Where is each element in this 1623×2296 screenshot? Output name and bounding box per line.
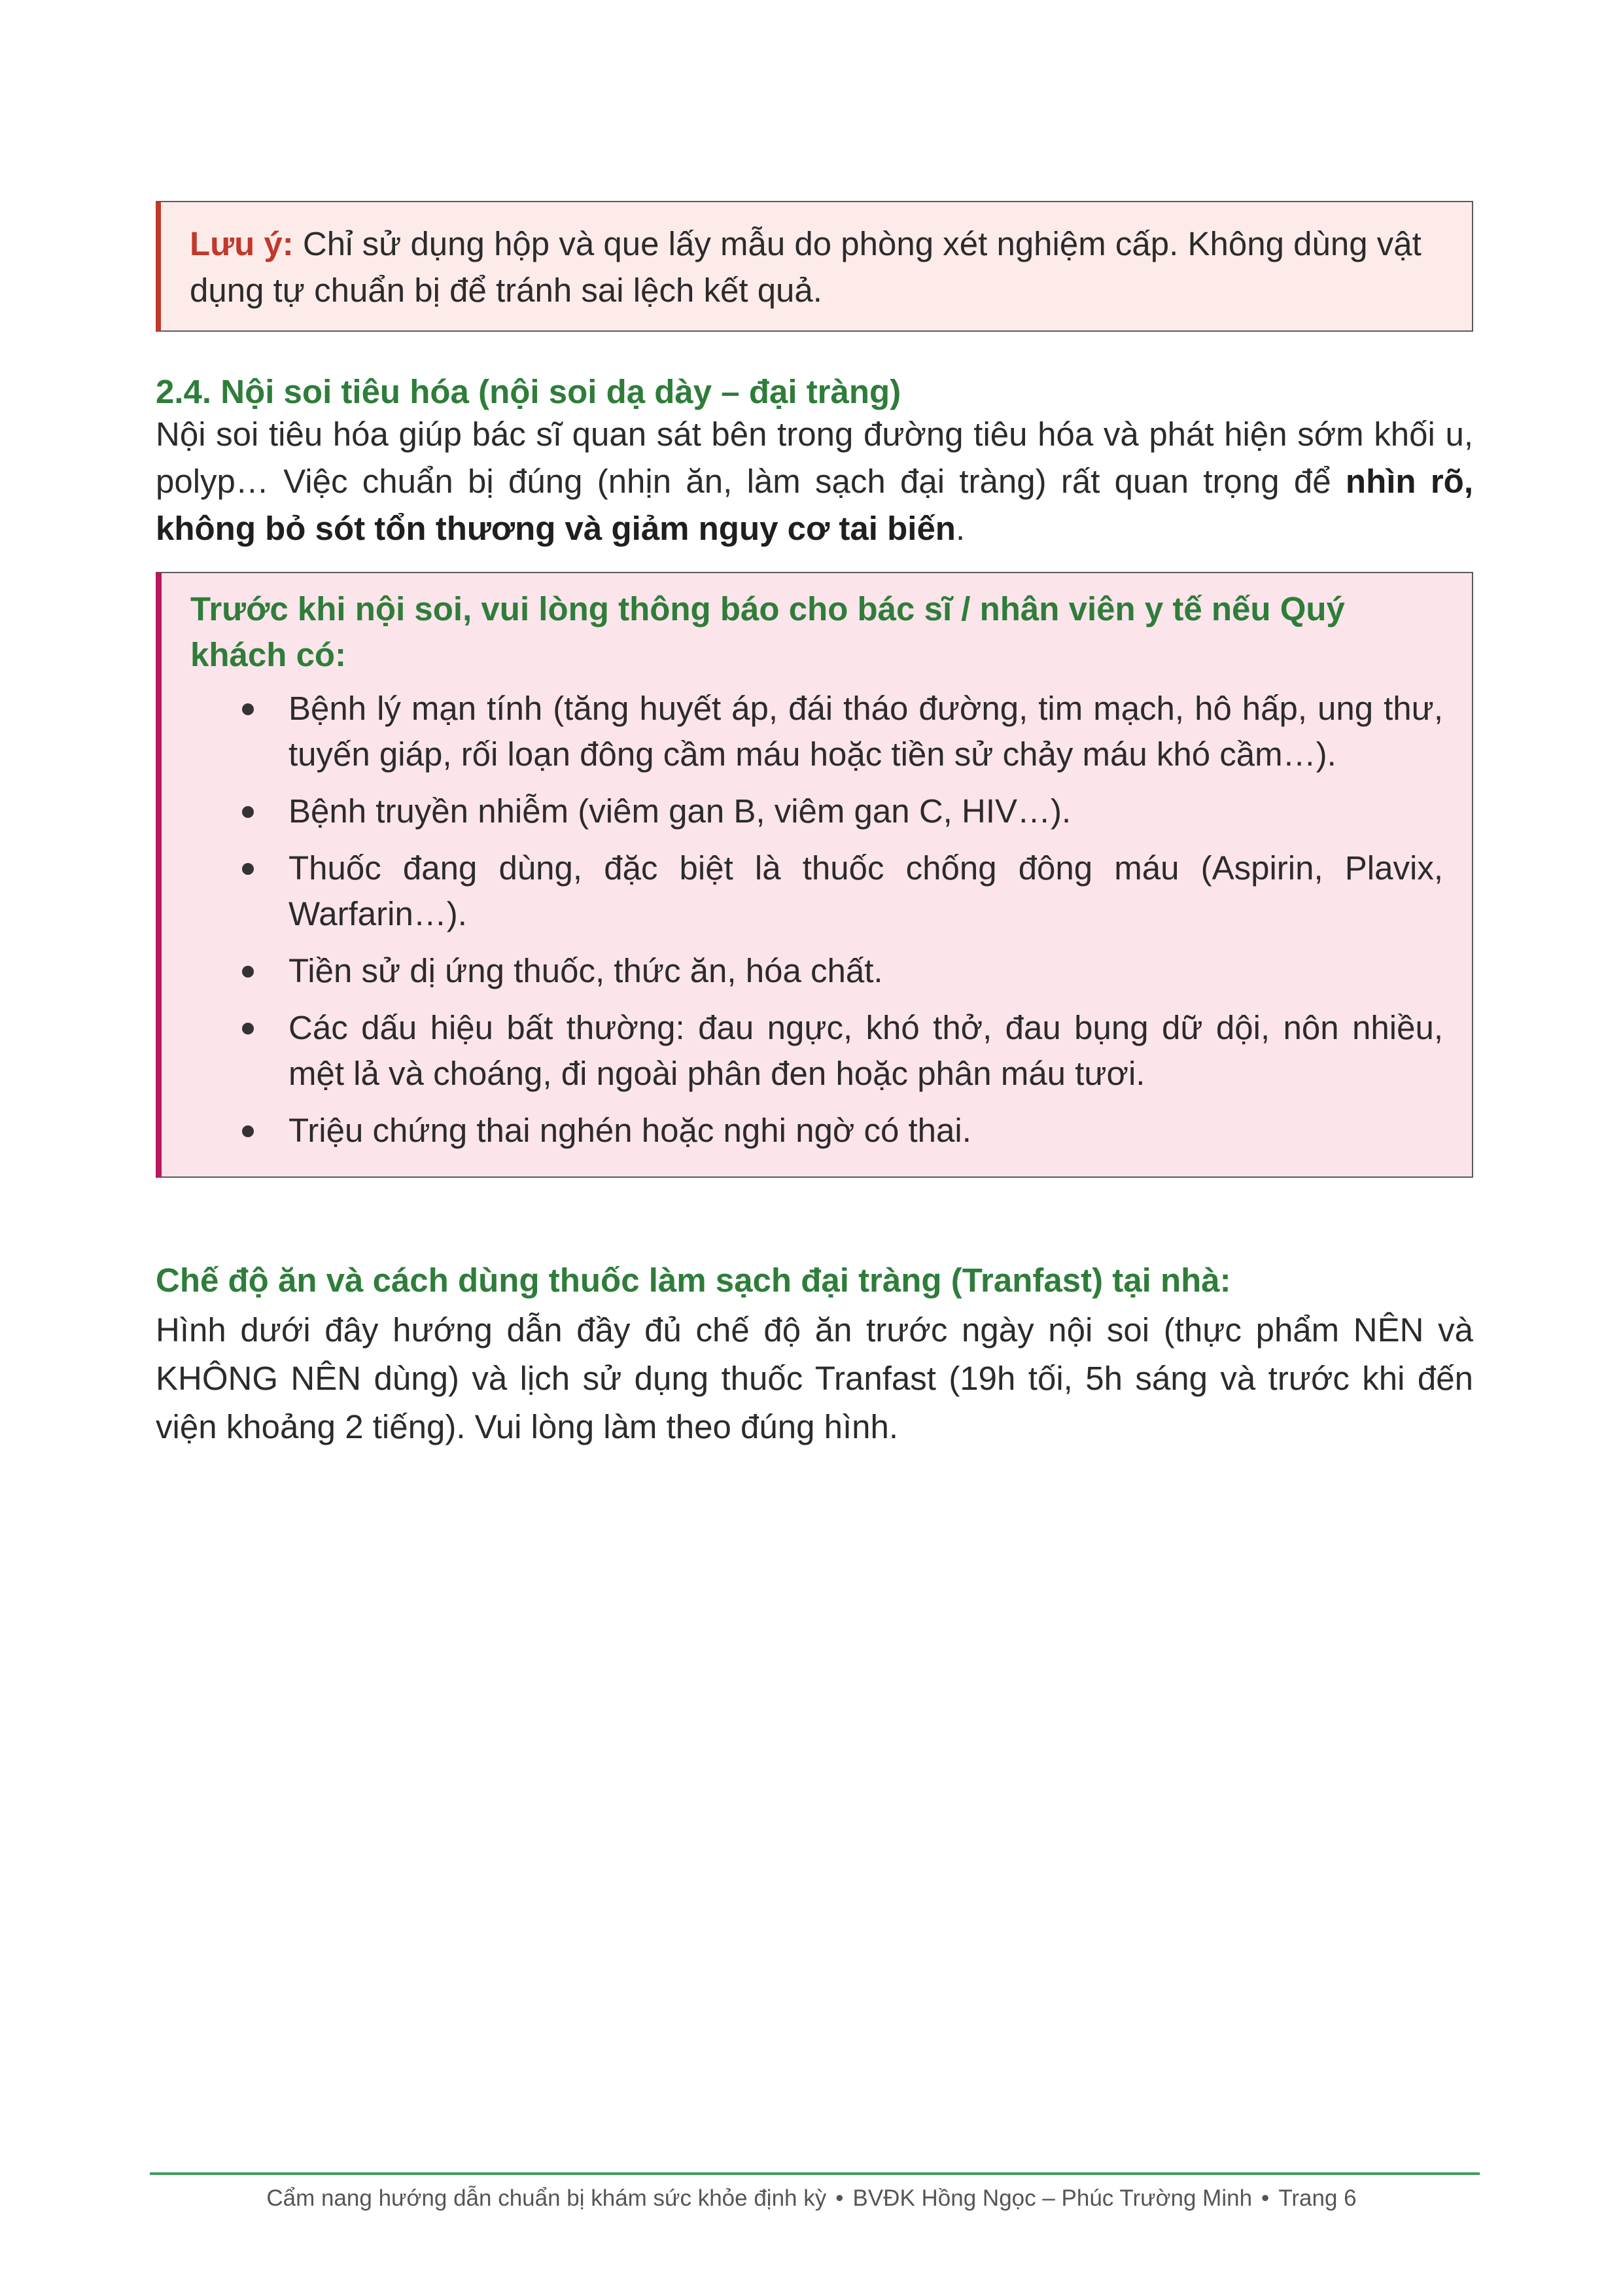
list-item [190, 788, 1443, 834]
diet-title: Chế độ ăn và cách dùng thuốc làm sạch đại tràng (Tranfast) tại nhà: [156, 1262, 1231, 1299]
list-item [190, 948, 1443, 994]
footer-page-number: Trang 6 [1278, 2185, 1357, 2211]
list-item-text: Bệnh lý mạn tính (tăng huyết áp, đái tháo đường, tim mạch, hô hấp, ung thư, tuyến giáp, rối loạn đông cầm máu hoặc tiền sử chảy máu khó cầm…). [288, 690, 1443, 773]
bullet-icon [242, 1125, 254, 1137]
section-title: 2.4. Nội soi tiêu hóa (nội soi dạ dày – đại tràng) [156, 373, 901, 410]
note-text: Chỉ sử dụng hộp và que lấy mẫu do phòng xét nghiệm cấp. Không dùng vật dụng tự chuẩn bị để tránh sai lệch kết quả. [190, 225, 1422, 309]
intro-text: Nội soi tiêu hóa giúp bác sĩ quan sát bên trong đường tiêu hóa và phát hiện sớm khối u, polyp… Việc chuẩn bị đúng (nhịn ăn, làm sạch đại tràng) rất quan trọng để [156, 415, 1473, 500]
intro-bold-text: nhìn rõ, không bỏ sót tổn thương và giảm nguy cơ tai biến [156, 463, 1473, 547]
list-item-text: Tiền sử dị ứng thuốc, thức ăn, hóa chất. [288, 952, 883, 989]
footer-divider [150, 2172, 1480, 2175]
list-item-text: Các dấu hiệu bất thường: đau ngực, khó thở, đau bụng dữ dội, nôn nhiều, mệt lả và choáng, đi ngoài phân đen hoặc phân máu tươi. [288, 1009, 1443, 1092]
footer-hospital: BVĐK Hồng Ngọc – Phúc Trường Minh [852, 2185, 1253, 2211]
bullet-icon [242, 1023, 254, 1034]
list-item [190, 686, 1443, 777]
list-item-text: Bệnh truyền nhiễm (viêm gan B, viêm gan C, HIV…). [288, 792, 1072, 830]
bullet-icon [242, 703, 254, 715]
diet-paragraph: Hình dưới đây hướng dẫn đầy đủ chế độ ăn trước ngày nội soi (thực phẩm NÊN và KHÔNG NÊN dùng) và lịch sử dụng thuốc Tranfast (19h tối, 5h sáng và trước khi đến viện khoảng 2 tiếng). Vui lòng làm theo đúng hình. [156, 1311, 1473, 1445]
list-item-text: Thuốc đang dùng, đặc biệt là thuốc chống đông máu (Aspirin, Plavix, Warfarin…). [288, 849, 1443, 932]
footer-guide-title: Cẩm nang hướng dẫn chuẩn bị khám sức khỏe định kỳ [266, 2185, 827, 2211]
notice-heading: Trước khi nội soi, vui lòng thông báo cho bác sĩ / nhân viên y tế nếu Quý khách có: [190, 590, 1345, 673]
list-item [190, 845, 1443, 937]
note-label: Lưu ý: [190, 225, 294, 262]
bullet-icon [242, 966, 254, 978]
list-item [190, 1005, 1443, 1097]
bullet-icon [242, 806, 254, 818]
notice-list [190, 686, 1443, 1154]
list-item [190, 1108, 1443, 1154]
list-item-text: Triệu chứng thai nghén hoặc nghi ngờ có thai. [288, 1112, 971, 1149]
intro-end: . [955, 510, 966, 547]
footer-separator: • [1261, 2185, 1270, 2211]
footer-separator: • [835, 2185, 844, 2211]
bullet-icon [242, 863, 254, 875]
section-intro [156, 411, 1473, 552]
pre-endoscopy-notice-box [156, 572, 1473, 1178]
note-callout [156, 201, 1473, 332]
page-footer [0, 2184, 1623, 2213]
